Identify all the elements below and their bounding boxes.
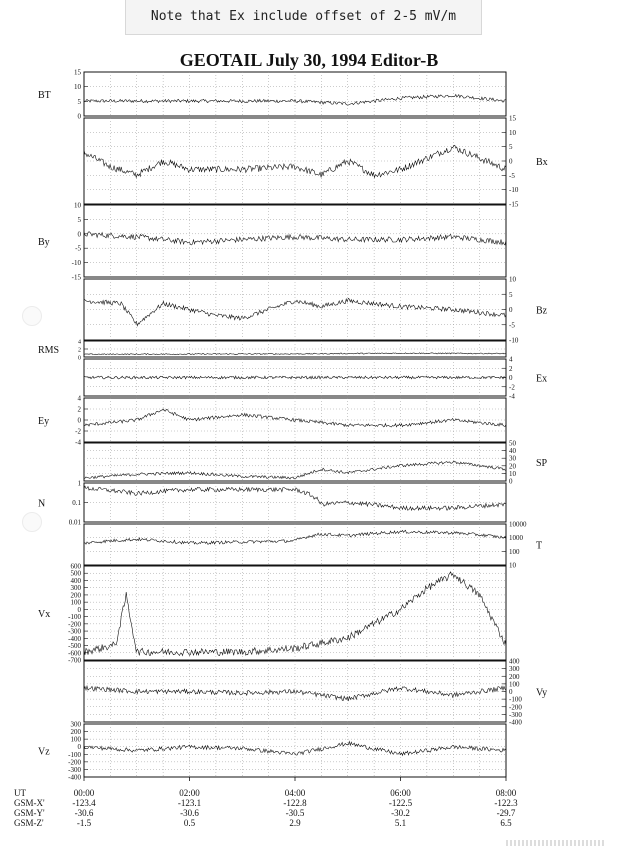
footer-value: 6.5: [500, 818, 512, 828]
y-tick-label: -10: [509, 336, 519, 345]
y-tick-label: -200: [509, 703, 522, 712]
footer-value: -122.3: [494, 798, 518, 808]
y-tick-label: 5: [77, 97, 81, 106]
y-tick-label: 15: [74, 68, 81, 77]
y-tick-label: -2: [75, 427, 81, 436]
y-tick-label: 300: [509, 665, 520, 674]
y-tick-label: 5: [77, 215, 81, 224]
y-tick-label: 300: [70, 720, 81, 729]
y-tick-label: 0: [77, 112, 81, 121]
panel-label-ey: Ey: [38, 416, 50, 427]
panel-label-by: By: [38, 237, 50, 248]
y-tick-label: 40: [509, 447, 516, 456]
footer-value: -122.5: [388, 798, 413, 808]
footer-value: -1.5: [76, 818, 92, 828]
x-tick-label: 00:00: [73, 788, 95, 798]
footer-value: -123.1: [177, 798, 202, 808]
y-tick-label: -100: [509, 695, 522, 704]
panel-label-rms: RMS: [38, 345, 60, 356]
footer-value: -30.5: [285, 808, 305, 818]
panel-label-ex: Ex: [536, 373, 548, 385]
y-tick-label: 500: [70, 569, 81, 578]
y-tick-label: -300: [68, 627, 81, 636]
footer-value: 5.1: [394, 818, 407, 828]
y-tick-label: -100: [68, 750, 81, 759]
footer-value: 0.5: [183, 818, 196, 828]
y-tick-label: -10: [509, 186, 519, 195]
y-tick-label: 10: [509, 128, 516, 137]
footer-value: -30.2: [391, 808, 410, 818]
y-tick-label: -500: [68, 642, 81, 651]
y-tick-label: 10: [74, 201, 81, 210]
footer-value: 2.9: [289, 818, 301, 828]
panel-label-t: T: [536, 540, 543, 552]
y-tick-label: 200: [70, 728, 81, 737]
y-tick-label: 200: [70, 591, 81, 600]
footer-value: -30.6: [74, 808, 94, 818]
y-tick-label: -5: [509, 321, 515, 330]
y-tick-label: 0: [509, 306, 513, 314]
y-tick-label: 0.01: [68, 518, 81, 527]
y-tick-label: 600: [70, 562, 81, 571]
y-tick-label: 100: [509, 680, 520, 689]
chart-title: GEOTAIL July 30, 1994 Editor-B: [179, 50, 439, 70]
y-tick-label: 2: [78, 347, 81, 354]
y-tick-label: -15: [71, 273, 81, 282]
footer-label: GSM-Z': [14, 818, 44, 828]
offset-note: Note that Ex include offset of 2-5 mV/m: [125, 0, 482, 35]
panel-label-n: N: [38, 498, 46, 510]
y-tick-label: 0: [509, 374, 513, 382]
y-tick-label: 10000: [509, 520, 527, 529]
y-tick-label: -5: [509, 171, 515, 180]
footer-value: -29.7: [496, 808, 516, 818]
panel-label-vz: Vz: [38, 746, 50, 758]
y-tick-label: -400: [509, 718, 522, 727]
x-tick-label: 06:00: [390, 788, 411, 798]
y-tick-label: 0: [509, 157, 513, 166]
y-tick-label: 0.1: [72, 499, 81, 507]
y-tick-label: -400: [68, 634, 81, 643]
y-tick-label: -4: [509, 392, 515, 401]
panel-label-sp: SP: [536, 458, 548, 469]
y-tick-label: 10: [509, 561, 516, 570]
x-tick-label: 08:00: [495, 788, 517, 798]
y-tick-label: -15: [509, 200, 519, 209]
y-tick-label: -200: [68, 758, 81, 767]
panel-label-bt: BT: [38, 90, 51, 101]
y-tick-label: 5: [509, 143, 513, 152]
y-tick-label: 2: [509, 364, 513, 373]
y-tick-label: -5: [75, 244, 81, 253]
y-tick-label: 400: [509, 657, 520, 666]
panel-label-bx: Bx: [536, 157, 548, 168]
y-tick-label: -2: [509, 383, 515, 392]
y-tick-label: 5: [509, 290, 513, 299]
y-tick-label: 20: [509, 462, 516, 471]
series-trace-ey: [84, 409, 506, 427]
y-tick-label: -300: [68, 765, 81, 774]
y-tick-label: -300: [509, 710, 522, 719]
y-tick-label: -200: [68, 620, 81, 629]
y-tick-label: 15: [509, 114, 516, 123]
y-tick-label: -100: [68, 613, 81, 622]
y-tick-label: 4: [78, 339, 81, 346]
y-tick-label: 50: [509, 439, 516, 448]
panel-label-bz: Bz: [536, 305, 548, 317]
y-tick-label: 100: [70, 735, 81, 744]
y-tick-label: 400: [70, 576, 81, 585]
y-tick-label: 4: [77, 394, 81, 403]
footer-label: GSM-Y': [14, 808, 45, 818]
y-tick-label: 30: [509, 454, 516, 463]
y-tick-label: 10: [74, 83, 81, 92]
y-tick-label: 0: [78, 355, 81, 362]
panel-label-vx: Vx: [38, 609, 51, 620]
footer-value: -30.6: [180, 808, 199, 818]
x-tick-label: 02:00: [179, 788, 200, 798]
x-tick-label: 04:00: [284, 788, 306, 798]
y-tick-label: 0: [509, 477, 513, 486]
footer-label: UT: [14, 788, 26, 798]
y-tick-label: 0: [77, 416, 81, 425]
y-tick-label: 4: [509, 355, 513, 364]
y-tick-label: 10: [509, 275, 516, 284]
y-tick-label: 100: [509, 547, 520, 556]
panel-label-vy: Vy: [536, 687, 548, 699]
y-tick-label: 300: [70, 584, 81, 593]
y-tick-label: 10: [509, 469, 516, 478]
y-tick-label: 1000: [509, 534, 523, 543]
y-tick-label: 0: [77, 230, 81, 239]
y-tick-label: 0: [509, 688, 513, 696]
footer-value: -123.4: [72, 798, 96, 808]
y-tick-label: -600: [68, 649, 81, 658]
y-tick-label: 100: [70, 598, 81, 607]
y-tick-label: 0: [77, 743, 81, 752]
y-tick-label: -700: [68, 656, 81, 665]
y-tick-label: 1: [77, 479, 81, 488]
footer-label: GSM-X': [14, 798, 45, 808]
y-tick-label: 0: [77, 605, 81, 614]
y-tick-label: -10: [71, 259, 81, 268]
y-tick-label: -4: [75, 438, 81, 447]
y-tick-label: -400: [68, 773, 81, 782]
footer-value: -122.8: [283, 798, 307, 808]
y-tick-label: 200: [509, 672, 520, 681]
y-tick-label: 2: [77, 405, 81, 414]
